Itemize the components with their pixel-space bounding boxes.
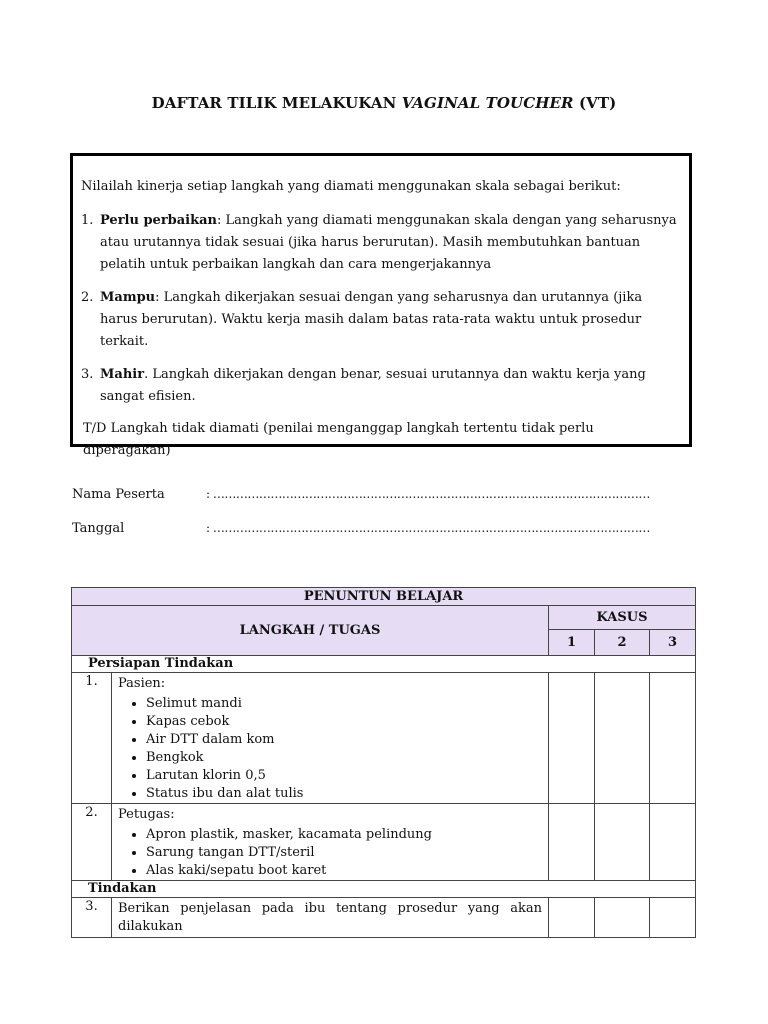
title-text: DAFTAR TILIK MELAKUKAN (151, 94, 402, 112)
scale-sep: : (155, 290, 164, 305)
scale-desc: Langkah dikerjakan dengan benar, sesuai urutannya dan waktu kerja yang sangat efisien. (100, 367, 646, 404)
scale-text (100, 287, 677, 353)
step-text-line-1: Berikan penjelasan pada ibu tentang prosedur yang akan (118, 901, 542, 916)
scale-sep: . (144, 367, 153, 382)
step-cell (112, 898, 549, 938)
list-item: • Air DTT dalam kom (146, 731, 542, 749)
list-item: • Bengkok (146, 749, 542, 767)
row-number: 3. (72, 898, 112, 938)
participant-name-field[interactable] (72, 487, 650, 502)
scale-term: Mahir (100, 367, 145, 382)
participant-name-label: Nama Peserta (72, 487, 165, 502)
scale-text (100, 364, 677, 408)
participant-name-value[interactable]: : …………………………………………………………………………………………………… (206, 487, 650, 501)
table-row (72, 673, 696, 804)
list-item: • Apron plastik, masker, kacamata pelindung (146, 826, 542, 844)
row-number: 1. (72, 673, 112, 804)
score-cell-kasus-1[interactable] (549, 898, 595, 938)
table-title: PENUNTUN BELAJAR (72, 588, 696, 606)
column-header-kasus: KASUS (549, 606, 696, 630)
list-item: • Sarung tangan DTT/steril (146, 844, 542, 862)
step-cell (112, 673, 549, 804)
date-value[interactable]: : …………………………………………………………………………………………………… (206, 521, 650, 535)
section-persiapan: Persiapan Tindakan (72, 656, 696, 673)
section-tindakan: Tindakan (72, 881, 696, 898)
scale-desc: Langkah dikerjakan sesuai dengan yang seharusnya dan urutannya (jika harus berurutan). Waktu kerja masih dalam batas rata-rata waktu untuk prosedur terkait. (100, 290, 643, 349)
row-number: 2. (72, 804, 112, 881)
rating-scale-box (70, 153, 692, 458)
score-cell-kasus-2[interactable] (595, 898, 650, 938)
scale-intro: Nilailah kinerja setiap langkah yang diamati menggunakan skala sebagai berikut: (81, 179, 621, 194)
list-item: • Kapas cebok (146, 713, 542, 731)
list-item: • Larutan klorin 0,5 (146, 767, 542, 785)
kasus-3-header: 3 (650, 630, 696, 656)
scale-term: Mampu (100, 290, 156, 305)
score-cell-kasus-1[interactable] (549, 673, 595, 804)
step-label: Petugas: (118, 807, 175, 822)
scale-num: 3. (81, 367, 94, 382)
kasus-1-header: 1 (549, 630, 595, 656)
list-item: • Status ibu dan alat tulis (146, 785, 542, 803)
scale-term: Perlu perbaikan (100, 213, 218, 228)
scale-item-2 (81, 287, 677, 353)
scale-sep: : (217, 213, 226, 228)
score-cell-kasus-2[interactable] (595, 673, 650, 804)
scale-text (100, 210, 677, 276)
checklist-table (71, 587, 696, 938)
scale-item-1 (81, 210, 677, 276)
step-text-line-2: dilakukan (118, 919, 183, 934)
date-label: Tanggal (72, 521, 125, 536)
list-item: • Alas kaki/sepatu boot karet (146, 862, 542, 880)
score-cell-kasus-2[interactable] (595, 804, 650, 881)
item-list (118, 695, 542, 803)
score-cell-kasus-3[interactable] (650, 673, 696, 804)
score-cell-kasus-3[interactable] (650, 898, 696, 938)
kasus-2-header: 2 (595, 630, 650, 656)
step-cell (112, 804, 549, 881)
document-title (0, 94, 768, 112)
list-item: • Selimut mandi (146, 695, 542, 713)
score-cell-kasus-3[interactable] (650, 804, 696, 881)
scale-td-note: T/D Langkah tidak diamati (penilai menganggap langkah tertentu tidak perlu diperagakan) (83, 421, 594, 458)
score-cell-kasus-1[interactable] (549, 804, 595, 881)
column-header-step: LANGKAH / TUGAS (72, 606, 549, 656)
date-field[interactable] (72, 521, 650, 536)
scale-list (81, 210, 677, 408)
title-italic: VAGINAL TOUCHER (401, 94, 574, 112)
title-suffix: (VT) (573, 94, 617, 112)
step-label: Pasien: (118, 676, 166, 691)
table-row (72, 898, 696, 938)
scale-desc: Langkah yang diamati menggunakan skala dengan yang seharusnya atau urutannya tidak sesuai (jika harus berurutan). Masih membutuhkan bantuan pelatih untuk perbaikan langkah dan cara mengerjakannya (100, 213, 677, 272)
item-list (118, 826, 542, 880)
scale-item-3 (81, 364, 677, 408)
table-row (72, 804, 696, 881)
scale-num: 1. (81, 213, 94, 228)
scale-num: 2. (81, 290, 94, 305)
